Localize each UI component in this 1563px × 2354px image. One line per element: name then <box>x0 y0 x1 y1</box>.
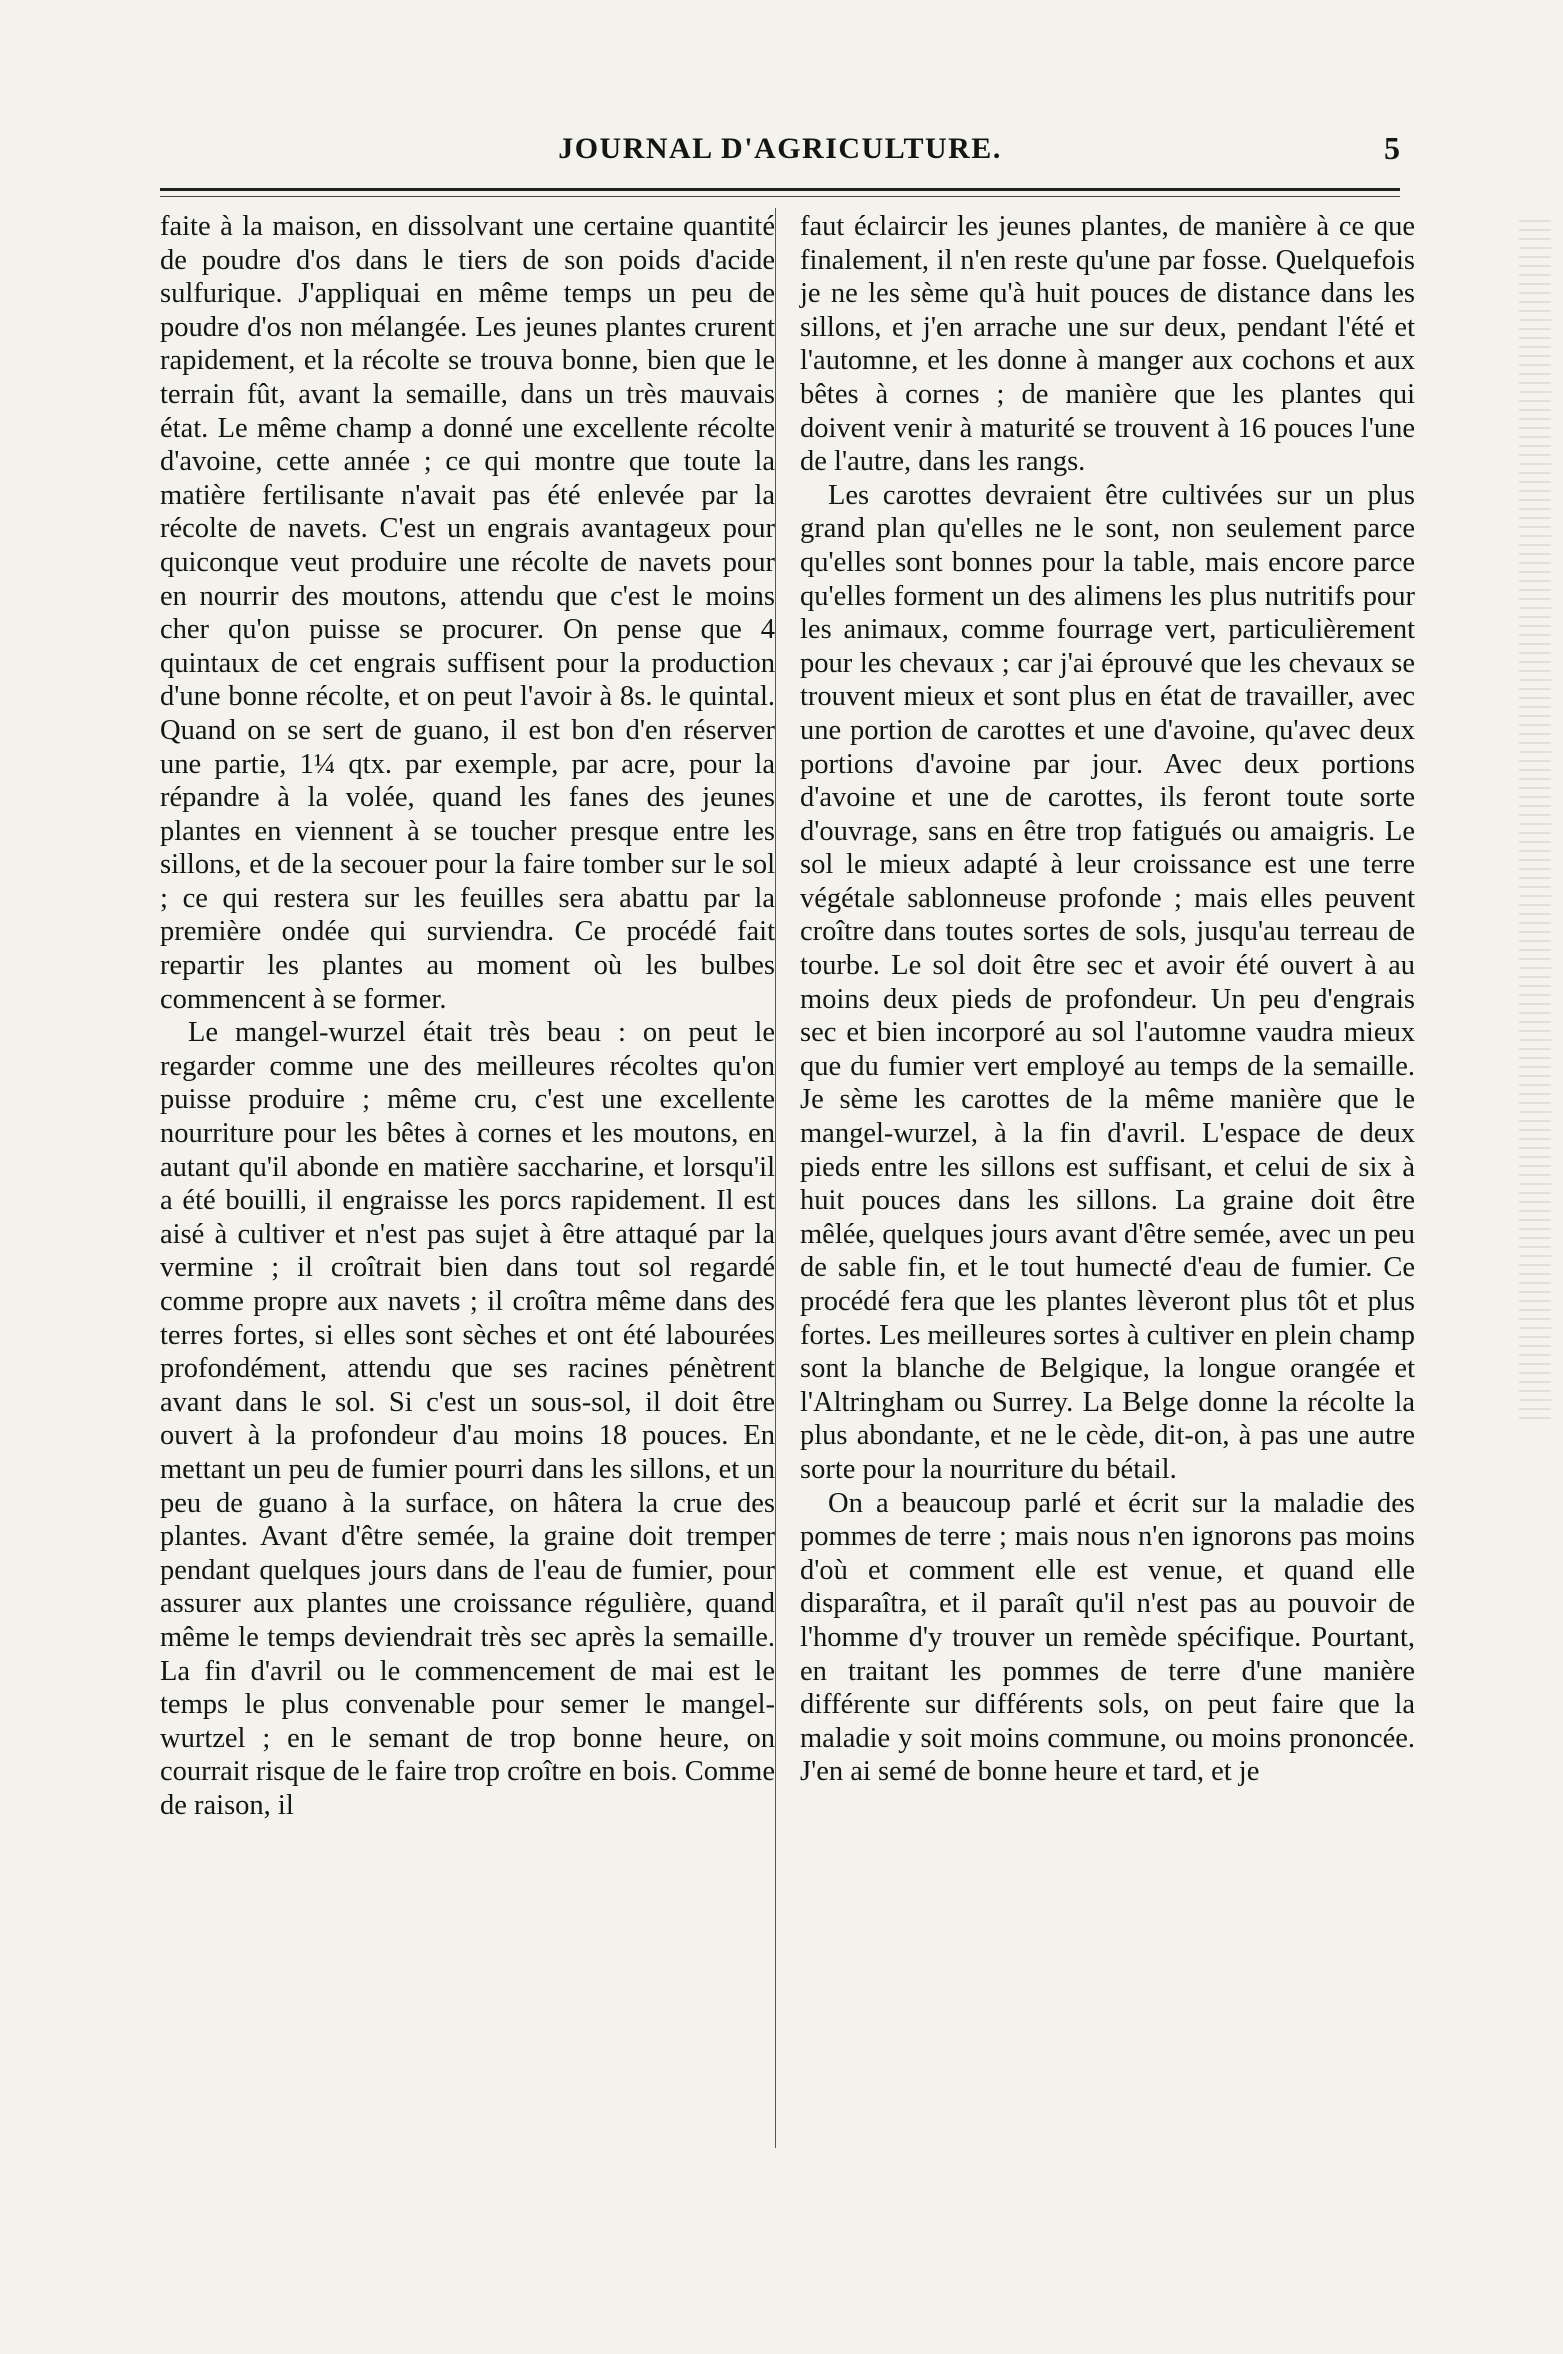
header-rule-thin <box>160 196 1400 197</box>
page-number: 5 <box>1384 130 1400 166</box>
paragraph: faut éclaircir les jeunes plantes, de manière à ce que finalement, il n'en reste qu'une par fosse. Quelquefois je ne les sème qu'à huit pouces de distance dans les sillons, et j'en arrache une sur deux, pendant l'été et l'automne, et les donne à manger aux cochons et aux bêtes à cornes ; de manière que les plantes qui doivent venir à maturité se trouvent à 16 pouces l'une de l'autre, dans les rangs. <box>800 211 1415 478</box>
page-header <box>160 120 1400 180</box>
running-title: JOURNAL D'AGRICULTURE. <box>558 132 1002 165</box>
paragraph: Les carottes devraient être cultivées sur un plus grand plan qu'elles ne le sont, non seulement parce qu'elles sont bonnes pour la table, mais encore parce qu'elles forment un des alimens les plus nutritifs pour les animaux, comme fourrage vert, particulièrement pour les chevaux ; car j'ai éprouvé que les chevaux se trouvent mieux et sont plus en état de travailler, avec une portion de carottes et une d'avoine, qu'avec deux portions d'avoine par jour. Avec deux portions d'avoine et une de carottes, ils feront toute sorte d'ouvrage, sans en être trop fatigués ou amaigris. Le sol le mieux adapté à leur croissance est une terre végétale sablonneuse profonde ; mais elles peuvent croître dans toutes sortes de sols, jusqu'au terreau de tourbe. Le sol doit être sec et avoir été ouvert à au moins deux pieds de profondeur. Un peu d'engrais sec et bien incorporé au sol l'automne vaudra mieux que du fumier vert employé au temps de la semaille. Je sème les carottes de la même manière que le mangel-wurzel, à la fin d'avril. L'espace de deux pieds entre les sillons est suffisant, et celui de six à huit pouces dans les sillons. La graine doit être mêlée, quelques jours avant d'être semée, avec un peu de sable fin, et le tout humecté d'eau de fumier. Ce procédé fera que les plantes lèveront plus tôt et plus fortes. Les meilleures sortes à cultiver en plein champ sont la blanche de Belgique, la longue orangée et l'Altringham ou Surrey. La Belge donne la récolte la plus abondante, et ne le cède, dit-on, à pas une autre sorte pour la nourriture du bétail. <box>800 479 1415 1485</box>
print-speckle-margin <box>1519 220 1551 1420</box>
left-column <box>160 210 775 1823</box>
right-column <box>800 210 1415 1789</box>
paragraph: faite à la maison, en dissolvant une certaine quantité de poudre d'os dans le tiers de son poids d'acide sulfurique. J'appliquai en même temps un peu de poudre d'os non mélangée. Les jeunes plantes crurent rapidement, et la récolte se trouva bonne, bien que le terrain fût, avant la semaille, dans un très mauvais état. Le même champ a donné une excellente récolte d'avoine, cette année ; ce qui montre que toute la matière fertilisante n'avait pas été enlevée par la récolte de navets. C'est un engrais avantageux pour quiconque veut produire une récolte de navets pour en nourrir des moutons, attendu que c'est le moins cher qu'on puisse se procurer. On pense que 4 quintaux de cet engrais suffisent pour la production d'une bonne récolte, et on peut l'avoir à 8s. le quintal. Quand on se sert de guano, il est bon d'en réserver une partie, 1¼ qtx. par exemple, par acre, pour la répandre à la volée, quand les fanes des jeunes plantes en viennent à se toucher presque entre les sillons, et de la secouer pour la faire tomber sur le sol ; ce qui restera sur les feuilles sera abattu par la première ondée qui surviendra. Ce procédé fait repartir les plantes au moment où les bulbes commencent à se former. <box>160 211 775 1015</box>
header-rule <box>160 188 1400 191</box>
column-divider <box>775 208 776 2148</box>
paragraph: Le mangel-wurzel était très beau : on peut le regarder comme une des meilleures récoltes qu'on puisse produire ; même cru, c'est une excellente nourriture pour les bêtes à cornes et les moutons, en autant qu'il abonde en matière saccharine, et lorsqu'il a été bouilli, il engraisse les porcs rapidement. Il est aisé à cultiver et n'est pas sujet à être attaqué par la vermine ; il croîtrait bien dans tout sol regardé comme propre aux navets ; il croîtra même dans des terres fortes, si elles sont sèches et ont été labourées profondément, attendu que ses racines pénètrent avant dans le sol. Si c'est un sous-sol, il doit être ouvert à la profondeur d'au moins 18 pouces. En mettant un peu de fumier pourri dans les sillons, et un peu de guano à la surface, on hâtera la crue des plantes. Avant d'être semée, la graine doit tremper pendant quelques jours dans de l'eau de fumier, pour assurer aux plantes une croissance régulière, quand même le temps deviendrait très sec après la semaille. La fin d'avril ou le commencement de mai est le temps le plus convenable pour semer le mangel-wurtzel ; en le semant de trop bonne heure, on courrait risque de le faire trop croître en bois. Comme de raison, il <box>160 1017 775 1821</box>
paragraph: On a beaucoup parlé et écrit sur la maladie des pommes de terre ; mais nous n'en ignorons pas moins d'où et comment elle est venue, et quand elle disparaîtra, et il paraît qu'il n'est pas au pouvoir de l'homme d'y trouver un remède spécifique. Pourtant, en traitant les pommes de terre d'une manière différente sur différents sols, on peut faire que la maladie y soit moins commune, ou moins prononcée. J'en ai semé de bonne heure et tard, et je <box>800 1487 1415 1788</box>
